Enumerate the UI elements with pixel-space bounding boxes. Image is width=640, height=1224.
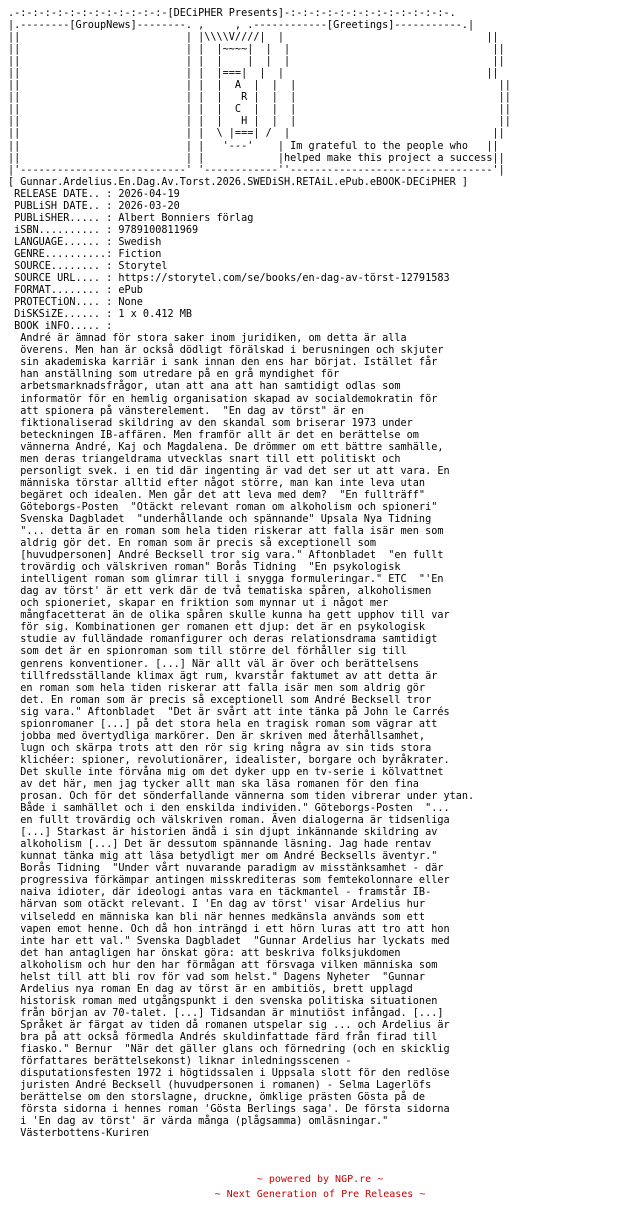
footer-tagline: ~ Next Generation of Pre Releases ~	[214, 1189, 426, 1200]
footer-powered-by: ~ powered by NGP.re ~	[256, 1174, 384, 1185]
footer	[0, 1172, 640, 1202]
nfo-text: .-:-:-:-:-:-:-:-:-:-:-:-:-[DECiPHER Presents]-:-:-:-:-:-:-:-:-:-:-:-:-:-. |.--------[GroupNews]--------. , , .------------[Greetings]-----------.| || | |\\\\V////| | || || | | |~~~~| | | || || | | | | | | || || | | |===| | | || || | | | A | | | || || | | | R | | | || || | | | C | | | || || | | | H | | | || || | | \ |===| / | || || | | '---' | Im grateful to the people who || || | | |helped make this project a success|| |'---------------------------' '------------''---------------------------------'| [ Gunnar.Ardelius.En.Dag.Av.Torst.2026.SWEDiSH.RETAiL.ePub.eBOOK-DECiPHER ] RELEASE DATE.. : 2026-04-19 PUBLiSH DATE.. : 2026-03-20 PUBLiSHER..... : Albert Bonniers förlag iSBN.......... : 9789100811969 LANGUAGE...... : Swedish GENRE..........: Fiction SOURCE........ : Storytel SOURCE URL.... : https://storytel.com/se/books/en-dag-av-törst-12791583 FORMAT........ : ePub PROTECTiON.... : None DiSKSiZE...... : 1 x 0.412 MB BOOK iNFO..... : André är ämnad för stora saker inom juridiken, om detta är alla överens. Men han är också dödligt förälskad i berusningen och skjuter sin akademiska karriär i sank innan den ens har börjat. Istället får han anställning som utredare på en grå myndighet för arbetsmarknadsfrågor, utan att ana att han samtidigt odlas som informatör för en hemlig organisation skapad av socialdemokratin för att spionera på vänsterelement. "En dag av törst" är en fiktionaliserad skildring av den skandal som briserar 1973 under beteckningen IB-affären. Men framför allt är det en berättelse om vännerna André, Kaj och Magdalena. De drömmer om ett bättre samhälle, men deras triangeldrama utvecklas snart till ett politiskt och personligt svek. i en tid där ingenting är vad det ser ut att vara. En människa törstar alltid efter något större, man kan inte leva utan begäret och idealen. Men går det att leva med dem? "En fullträff" Göteborgs-Posten "Otäckt relevant roman om alkoholism och spioneri" Svenska Dagbladet "underhållande och spännande" Upsala Nya Tidning "... detta är en roman som hela tiden riskerar att falla isär men som aldrig gör det. En roman som är precis så exceptionell som [huvudpersonen] André Becksell tror sig vara." Aftonbladet "en fullt trovärdig och välskriven roman" Borås Tidning "En psykologisk intelligent roman som glimrar till i snygga formuleringar." ETC "'En dag av törst' är ett verk där de två tematiska spåren, alkoholismen och spioneriet, skapar en friktion som mynnar ut i något mer mångfacetterat än de olika spåren skulle kunna ha gett upphov till var för sig. Kombinationen ger romanen ett djup: det är en psykologisk studie av fulländade romanfigurer och deras relationsdrama samtidigt som det är en spionroman som till större del förhåller sig till genrens konventioner. [...] När allt väl är över och berättelsens tillfredsställande klimax ägt rum, kvarstår faktumet av att detta är en roman som hela tiden riskerar att falla isär men som aldrig gör det. En roman som är precis så exceptionell som André Becksell tror sig vara." Aftonbladet "Det är svårt att inte tänka på John le Carrés spionromaner [...] på det stora hela en tragisk roman som vägrar att jobba med övertydliga markörer. Den är skriven med återhållsamhet, lugn och skärpa trots att den rör sig kring några av sin tids stora klichéer: spioner, revolutionärer, idealister, borgare och byråkrater. Det skulle inte förvåna mig om det dyker upp en tv-serie i kölvattnet av det här, men jag tycker allt man ska läsa romanen för den fina prosan. Och för det sönderfallande vännerna som tiden vibrerar under ytan. Både i samhället och i den enskilda individen." Göteborgs-Posten "... en fullt trovärdig och välskriven roman. Även dialogerna är tidsenliga [...] Starkast är historien ändå i sin djupt inkännande skildring av alkoholism [...] Det är dessutom spännande läsning. Jag hade rentav kunnat tänka mig att läsa betydligt mer om André Becksells äventyr." Borås Tidning "Under vårt nuvarande paradigm av misstänksamhet - där progressiva förkämpar antingen misskrediteras som femtekolonnare eller naiva idioter, där ideologi antas vara en täckmantel - framstår IB- härvan som otäckt relevant. I 'En dag av törst' visar Ardelius hur vilseledd en människa kan bli när hennes medkänsla används som ett vapen emot henne. Och då hon inträngd i ett hörn luras att tro att hon inte har ett val." Svenska Dagbladet "Gunnar Ardelius har lyckats med det han antagligen har önskat göra: att beskriva folksjukdomen alkoholism och hur den har förmågan att försvaga vilken människa som helst till att bli rov för vad som helst." Dagens Nyheter "Gunnar Ardelius nya roman En dag av törst är en ambitiös, brett upplagd historisk roman med utgångspunkt i den svenska politiska situationen från början av 70-talet. [...] Tidsandan är minutiöst infångad. [...] Språket är färgat av tiden då romanen utspelar sig ... och Ardelius är bra på att också förmedla Andrés skuldinfattade färd från firad till fiasko." Bernur "När det gäller glans och förnedring (och en skicklig författares berättelsekonst) liknar inledningsscenen - disputationsfesten 1972 i högtidssalen i Uppsala slott för den redlöse juristen André Becksell (huvudpersonen i romanen) - Selma Lagerlöfs berättelse om den storslagne, druckne, ömklige prästen Gösta på de första sidorna i hennes roman 'Gösta Berlings saga'. De första sidorna i 'En dag av törst' är värda många (plågsamma) omläsningar." Västerbottens-Kuriren	[8, 8, 511, 1140]
